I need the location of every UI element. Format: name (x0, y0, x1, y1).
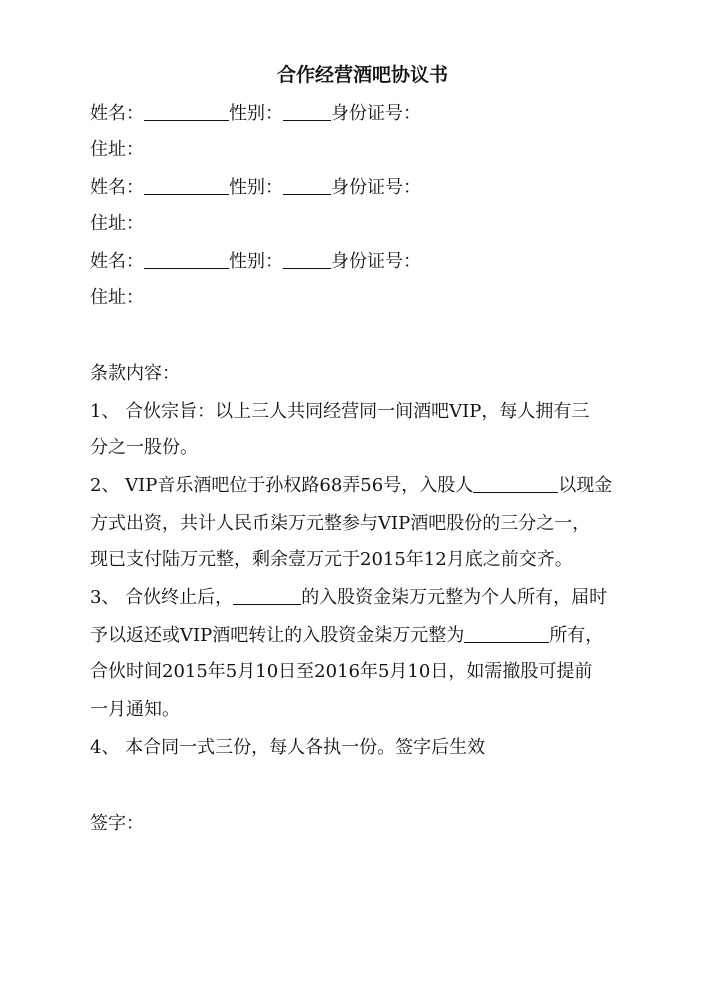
gender-label: 性别： (229, 251, 283, 272)
recipient-blank (464, 624, 549, 643)
address-label: 住址： (90, 287, 144, 308)
id-number-label: 身份证号： (331, 103, 421, 124)
clause-3-text: 的入股资金柒万元整为个人所有，届时 (301, 587, 608, 608)
gender-blank (283, 176, 331, 195)
id-number-label: 身份证号： (331, 177, 421, 198)
party-blank (233, 586, 301, 605)
clause-3-text: 予以返还或VIP酒吧转让的入股资金柒万元整为 (90, 625, 465, 646)
address-label: 住址： (90, 213, 144, 234)
name-label: 姓名： (90, 103, 144, 124)
partner-2-info-line (90, 175, 421, 201)
gender-label: 性别： (229, 103, 283, 124)
partner-2-address-line (90, 211, 144, 237)
name-blank (144, 176, 229, 195)
clause-3-line-2 (90, 623, 603, 649)
name-label: 姓名： (90, 177, 144, 198)
gender-blank (283, 102, 331, 121)
clause-3-line-4: 一月通知。 (90, 699, 180, 720)
clause-2-line-1 (90, 473, 612, 499)
clause-3-line-1 (90, 585, 607, 611)
clause-3-line-3: 合伙时间2015年5月10日至2016年5月10日，如需撤股可提前 (90, 661, 593, 682)
terms-heading: 条款内容： (90, 363, 180, 384)
gender-label: 性别： (229, 177, 283, 198)
partner-1-info-line (90, 101, 421, 127)
clause-3-text: 所有， (549, 625, 604, 646)
document-title: 合作经营酒吧协议书 (276, 64, 448, 86)
gender-blank (283, 250, 331, 269)
partner-3-info-line (90, 249, 421, 275)
clause-1-line-2: 分之一股份。 (90, 437, 198, 458)
clause-2-line-2: 方式出资，共计人民币柒万元整参与VIP酒吧股份的三分之一， (90, 513, 591, 534)
name-blank (144, 102, 229, 121)
id-number-label: 身份证号： (331, 251, 421, 272)
clause-1-line-1: 1、 合伙宗旨：以上三人共同经营同一间酒吧VIP，每人拥有三 (90, 401, 590, 422)
signature-label: 签字： (90, 813, 144, 834)
clause-3-text: 3、 合伙终止后， (90, 587, 234, 608)
name-label: 姓名： (90, 251, 144, 272)
clause-2-text: 2、 VIP音乐酒吧位于孙权路68弄56号，入股人 (90, 475, 474, 496)
clause-4: 4、 本合同一式三份，每人各执一份。签字后生效 (90, 737, 486, 758)
partner-3-address-line (90, 285, 144, 311)
clause-2-text: 以现金 (558, 475, 613, 496)
name-blank (144, 250, 229, 269)
clause-2-line-3: 现已支付陆万元整，剩余壹万元于2015年12月底之前交齐。 (90, 549, 573, 570)
address-label: 住址： (90, 139, 144, 160)
investor-blank (473, 474, 558, 493)
partner-1-address-line (90, 137, 144, 163)
